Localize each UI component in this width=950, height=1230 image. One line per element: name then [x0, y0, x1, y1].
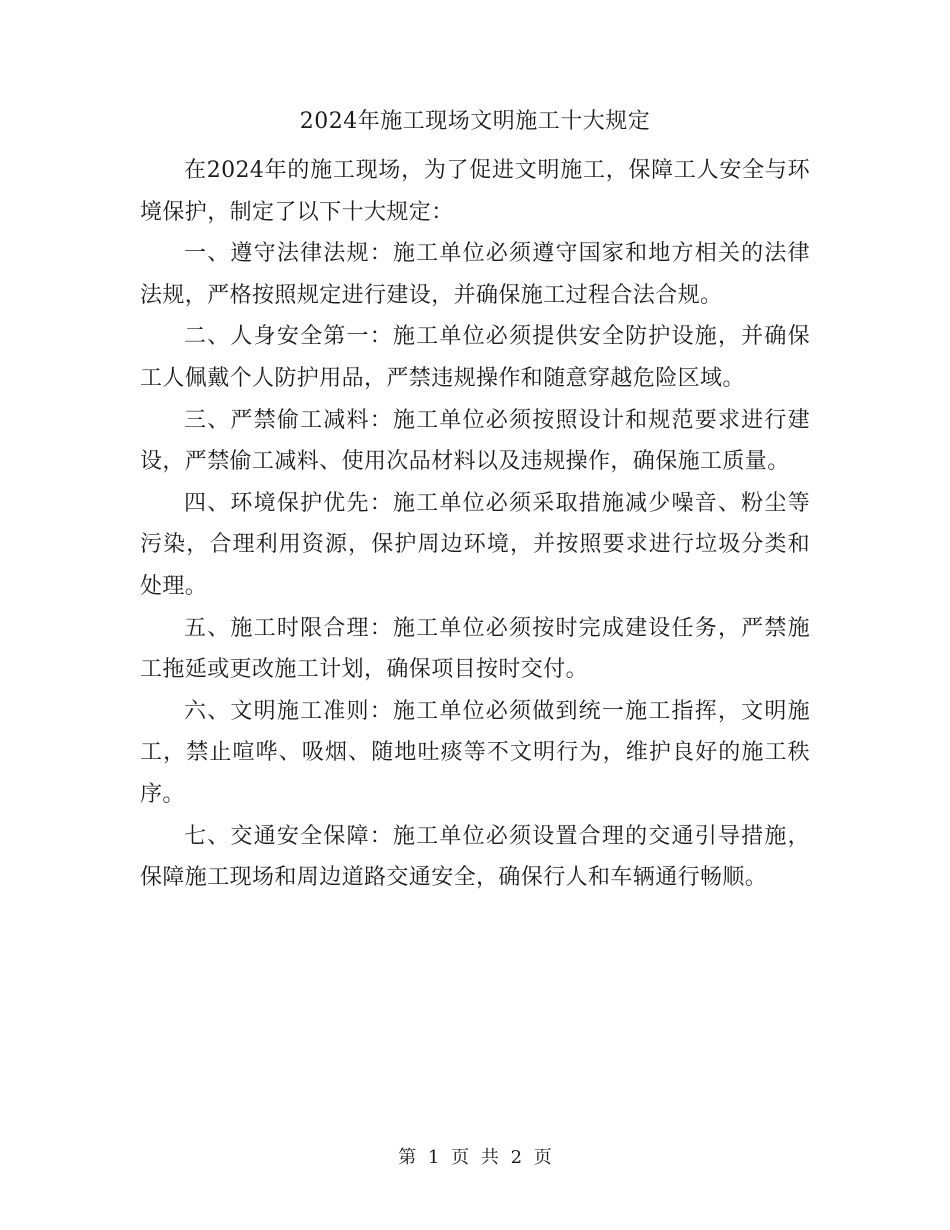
rule-paragraph-2: 二、人身安全第一：施工单位必须提供安全防护设施，并确保工人佩戴个人防护用品，严禁违规操作和随意穿越危险区域。 [140, 324, 810, 391]
rule-paragraph-3: 三、严禁偷工减料：施工单位必须按照设计和规范要求进行建设，严禁偷工减料、使用次品材料以及违规操作，确保施工质量。 [140, 407, 810, 475]
intro-paragraph: 在2024年的施工现场，为了促进文明施工，保障工人安全与环境保护，制定了以下十大规定： [140, 158, 810, 225]
rule-paragraph-4: 四、环境保护优先：施工单位必须采取措施减少噪音、粉尘等污染，合理利用资源，保护周边环境，并按照要求进行垃圾分类和处理。 [140, 490, 810, 599]
rule-paragraph-6: 六、文明施工准则：施工单位必须做到统一施工指挥，文明施工，禁止喧哗、吸烟、随地吐痰等不文明行为，维护良好的施工秩序。 [140, 698, 810, 807]
document-title: 2024年施工现场文明施工十大规定 [299, 109, 651, 134]
rule-paragraph-1: 一、遵守法律法规：施工单位必须遵守国家和地方相关的法律法规，严格按照规定进行建设，并确保施工过程合法合规。 [140, 241, 810, 308]
document-body [140, 150, 810, 899]
rule-paragraph-7: 七、交通安全保障：施工单位必须设置合理的交通引导措施，保障施工现场和周边道路交通安全，确保行人和车辆通行畅顺。 [140, 823, 810, 891]
page-number-footer: 第 1 页 共 2 页 [398, 1147, 552, 1168]
rule-paragraph-5: 五、施工时限合理：施工单位必须按时完成建设任务，严禁施工拖延或更改施工计划，确保项目按时交付。 [140, 615, 810, 683]
